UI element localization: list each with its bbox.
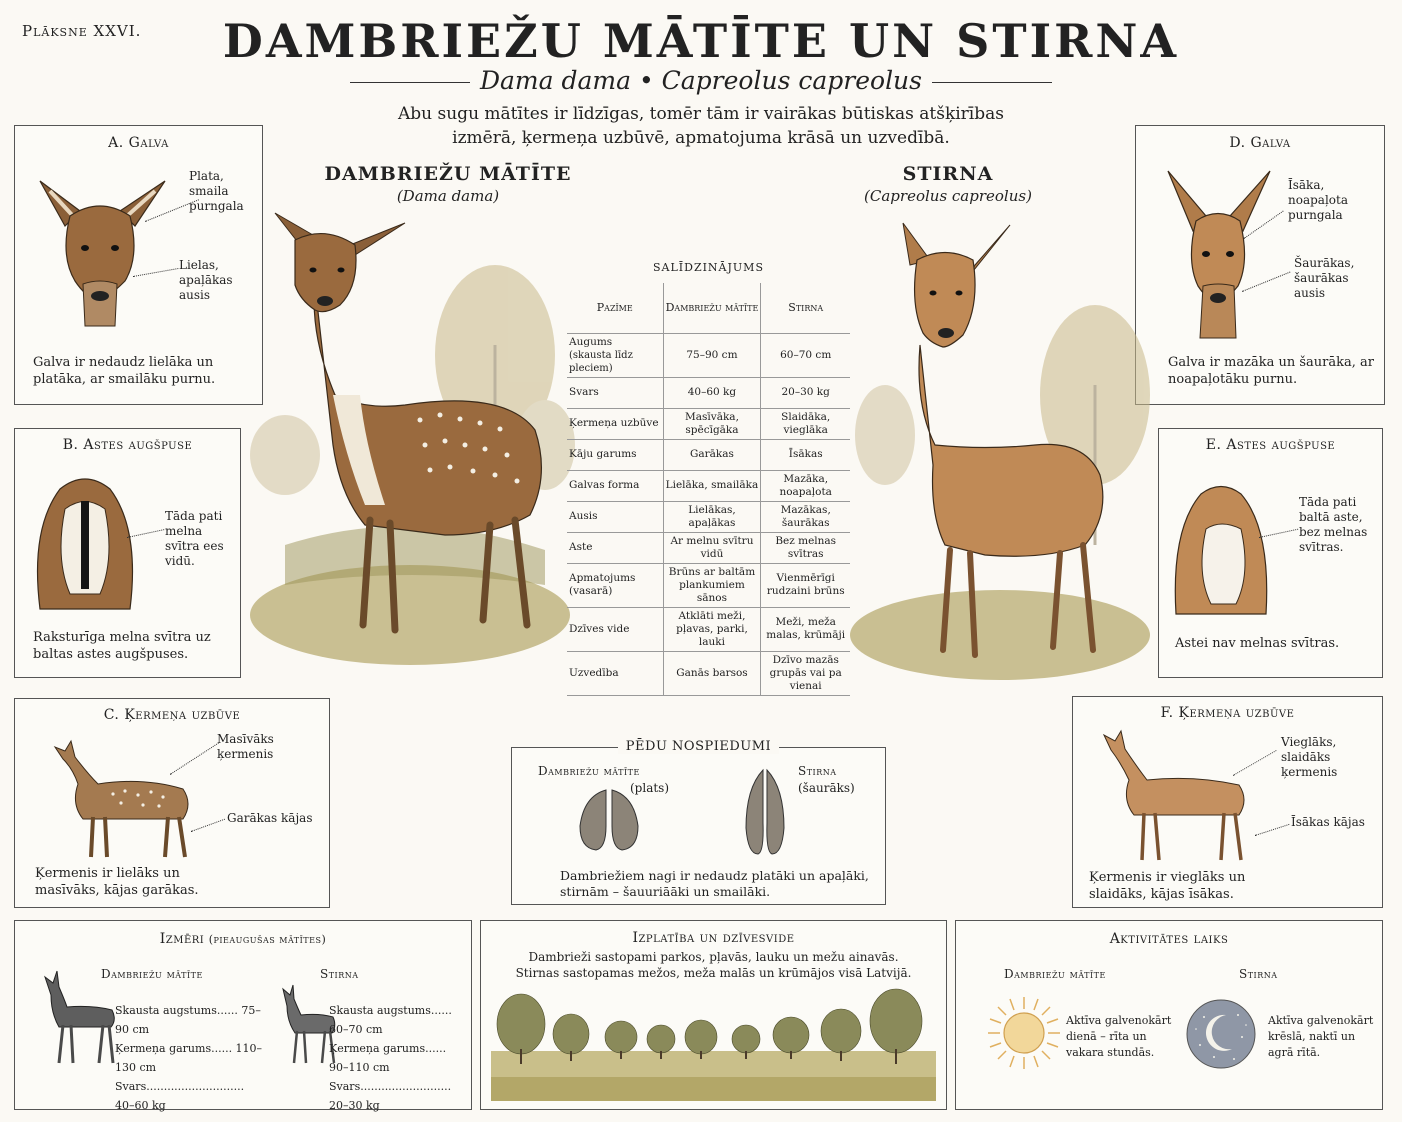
comparison-row (567, 607, 850, 651)
panel-f-desc: Ķermenis ir vieglāks un slaidāks, kājas īsākas. (1089, 870, 1246, 902)
intro-line-2: izmērā, ķermeņa uzbūvē, apmatojuma krāsā un uzvedībā. (452, 128, 950, 148)
habitat-desc (481, 949, 946, 981)
comparison-feature: Aste (569, 541, 593, 553)
panel-c-desc: Ķermenis ir lielāks un masīvāks, kājas garākas. (35, 866, 199, 898)
panel-f-title: F. Ķermeņa uzbūve (1160, 705, 1295, 721)
hoof-left-note: (plats) (630, 781, 670, 795)
comparison-roe-value: Dzīvo mazās grupās vai pa vienai (761, 651, 850, 695)
comparison-feature: Dzīves vide (569, 622, 630, 635)
comparison-feature-cell (567, 408, 663, 439)
panel-b-label-1: Tāda pati melna svītra ees vidū. (165, 509, 224, 568)
comparison-feature: Uzvedība (569, 666, 619, 679)
activity-left-line: dienā – rīta un (1066, 1030, 1147, 1043)
panel-d-head (1135, 125, 1385, 405)
habitat-line-1: Dambrieži sastopami parkos, pļavās, lauku un mežu ainavās. (528, 950, 899, 964)
subtitle-row (0, 66, 1402, 95)
comparison-fallow-value: Atklāti meži, pļavas, parki, lauki (663, 607, 761, 651)
hoof-prints-title-wrap (512, 738, 885, 754)
sizes-left-row: Ķermeņa garums...... 110–130 cm (115, 1042, 263, 1074)
panel-e-desc: Astei nav melnas svītras. (1175, 636, 1340, 651)
intro-line-1: Abu sugu mātītes ir līdzīgas, tomēr tām ir vairākas būtiskas atšķirības (398, 104, 1004, 124)
comparison-row (567, 563, 850, 607)
panel-b-tail (14, 428, 241, 678)
panel-b-desc: Raksturīga melna svītra uz baltas astes augšpuses. (33, 630, 211, 662)
panel-a-label-2: Lielas, apaļākas ausis (179, 258, 233, 302)
sizes-right-row: Ķermeņa garums...... 90–110 cm (329, 1042, 447, 1074)
panel-c-body (14, 698, 330, 908)
subtitle-rule-left (350, 82, 470, 83)
sizes-title-wrap (15, 931, 471, 947)
comparison-header-roe: Stirna (761, 283, 850, 333)
fallow-hoof-icon (574, 786, 644, 856)
comparison-roe-value: Vienmērīgi rudzaini brūns (761, 563, 850, 607)
comparison-roe-value: Mazākas, šaurākas (761, 501, 850, 532)
sizes-right-row: Skausta augstums...... 60–70 cm (329, 1004, 452, 1036)
roe-silhouette (277, 981, 337, 1066)
sizes-left-row: Svars............................ 40–60 kg (115, 1080, 245, 1112)
panel-e-label-1: Tāda pati baltā aste, bez melnas svītras. (1299, 495, 1368, 554)
panel-a-desc: Galva ir nedaudz lielāka un platāka, ar smailāku purnu. (33, 355, 216, 387)
comparison-fallow-value: Garākas (663, 439, 761, 470)
comparison-feature-cell (567, 563, 663, 607)
comparison-header-fallow: Dambriežu mātīte (663, 283, 761, 333)
hoof-prints-desc (560, 868, 880, 900)
comparison-roe-value: Īsākas (761, 439, 850, 470)
activity-right-line: Aktīva galvenokārt (1268, 1014, 1374, 1027)
comparison-feature-cell (567, 333, 663, 377)
roe-hoof-icon (742, 768, 788, 858)
roe-body-illustration (1089, 725, 1259, 865)
comparison-roe-value: Slaidāka, vieglāka (761, 408, 850, 439)
sizes-right-rows (329, 1001, 469, 1115)
sizes-left-row: Skausta augstums...... 75–90 cm (115, 1004, 261, 1036)
habitat-panel (480, 920, 947, 1110)
comparison-row (567, 532, 850, 563)
comparison-title: SALĪDZINĀJUMS (653, 261, 764, 274)
panel-c-label-1: Masīvāks ķermenis (217, 732, 274, 761)
panel-d-label-1: Īsāka, noapaļota purngala (1288, 178, 1348, 222)
left-species-latin: (Dama dama) (396, 187, 500, 205)
habitat-title: Izplatība un dzīvesvide (632, 930, 795, 946)
panel-a-title: A. Galva (108, 135, 169, 151)
hoof-desc-line-2: stirnām – šauuriāāki un smailāki. (560, 884, 771, 899)
comparison-feature: Ausis (569, 510, 598, 522)
subtitle-rule-right (932, 82, 1052, 83)
panel-f-label-2: Īsākas kājas (1291, 815, 1365, 829)
comparison-feature-cell (567, 439, 663, 470)
sizes-panel (14, 920, 472, 1110)
comparison-feature: Apmatojums (vasarā) (569, 572, 636, 597)
activity-title: Aktivitātes laiks (1109, 931, 1229, 947)
comparison-feature-cell (567, 470, 663, 501)
subtitle: Dama dama • Capreolus capreolus (479, 66, 922, 95)
roe-tail-illustration (1171, 474, 1271, 619)
activity-left-text (1066, 1013, 1171, 1061)
habitat-line-2: Stirnas sastopamas mežos, meža malās un krūmājos visā Latvijā. (515, 966, 912, 980)
panel-b-title: B. Astes augšpuse (62, 437, 193, 453)
activity-right-line: krēslā, naktī un (1268, 1030, 1356, 1043)
activity-left-line: Aktīva galvenokārt (1066, 1014, 1172, 1027)
panel-a-head (14, 125, 263, 405)
sizes-left-label: Dambriežu mātīte (101, 967, 203, 981)
fallow-head-illustration (35, 166, 165, 326)
hoof-right-note: (šaurāks) (798, 781, 855, 795)
comparison-row (567, 470, 850, 501)
panel-e-tail (1158, 428, 1383, 678)
comparison-roe-value: Bez melnas svītras (761, 532, 850, 563)
right-species-latin: (Capreolus capreolus) (864, 187, 1032, 205)
left-species-heading (300, 163, 596, 205)
left-species-name: DAMBRIEŽU MĀTĪTE (324, 163, 572, 185)
panel-f-body (1072, 696, 1383, 908)
comparison-row (567, 501, 850, 532)
panel-f-pointer-2 (1255, 824, 1290, 836)
activity-right-label: Stirna (1239, 967, 1278, 981)
activity-right-text (1268, 1013, 1373, 1061)
comparison-fallow-value: Lielākas, apaļākas (663, 501, 761, 532)
fallow-body-illustration (43, 729, 203, 859)
panel-d-label-2: Šaurākas, šaurākas ausis (1294, 256, 1355, 300)
roe-deer-illustration (845, 215, 1155, 685)
panel-a-label-1: Plata, smaila purngala (189, 169, 244, 213)
comparison-feature-cell (567, 501, 663, 532)
activity-panel (955, 920, 1383, 1110)
plate-number: Plāksne XXVI. (22, 22, 142, 40)
panel-e-title: E. Astes augšpuse (1205, 437, 1336, 453)
comparison-feature: Galvas forma (569, 479, 640, 491)
panel-c-label-2: Garākas kājas (227, 811, 313, 825)
comparison-header-feature: Pazīme (567, 283, 663, 333)
hoof-left-label: Dambriežu mātīte (538, 764, 640, 778)
comparison-feature-cell (567, 532, 663, 563)
comparison-fallow-value: Ar melnu svītru vidū (663, 532, 761, 563)
comparison-row (567, 651, 850, 695)
panel-d-title: D. Galva (1229, 135, 1291, 151)
comparison-roe-value: Meži, meža malas, krūmāji (761, 607, 850, 651)
hoof-prints-panel (511, 739, 886, 905)
sizes-right-label: Stirna (320, 967, 359, 981)
fallow-tail-illustration (30, 469, 140, 619)
activity-left-line: vakara stundās. (1066, 1046, 1155, 1059)
comparison-row (567, 377, 850, 408)
comparison-fallow-value: 75–90 cm (663, 333, 761, 377)
comparison-header-row (567, 283, 850, 333)
comparison-fallow-value: Masīvāka, spēcīgāka (663, 408, 761, 439)
comparison-fallow-value: Lielāka, smailāka (663, 470, 761, 501)
comparison-row (567, 408, 850, 439)
fallow-silhouette (37, 965, 117, 1065)
comparison-fallow-value: Brūns ar baltām plankumiem sānos (663, 563, 761, 607)
comparison-roe-value: 20–30 kg (761, 377, 850, 408)
right-species-name: STIRNA (902, 163, 994, 185)
intro-text (340, 102, 1062, 150)
sizes-left-rows (115, 1001, 265, 1115)
activity-left-label: Dambriežu mātīte (1004, 967, 1106, 981)
sizes-title-note: (pieaugušas mātītes) (208, 933, 327, 946)
comparison-roe-value: Mazāka, noapaļota (761, 470, 850, 501)
panel-f-label-1: Vieglāks, slaidāks ķermenis (1281, 735, 1338, 779)
comparison-feature: Augums (569, 335, 613, 348)
activity-right-line: agrā rītā. (1268, 1046, 1321, 1059)
comparison-feature-cell (567, 651, 663, 695)
hoof-right-label: Stirna (798, 764, 837, 778)
roe-head-illustration (1158, 166, 1278, 341)
panel-d-desc: Galva ir mazāka un šaurāka, ar noapaļotāku purnu. (1168, 355, 1374, 387)
panel-c-title: C. Ķermeņa uzbūve (103, 707, 241, 723)
comparison-roe-value: 60–70 cm (761, 333, 850, 377)
fallow-deer-illustration (245, 205, 575, 675)
comparison-feature: Kāju garums (569, 448, 637, 460)
comparison-table (567, 283, 850, 696)
landscape-illustration (491, 989, 936, 1101)
sun-icon (986, 995, 1062, 1071)
comparison-fallow-value: 40–60 kg (663, 377, 761, 408)
comparison-feature-note: (skausta līdz pleciem) (569, 349, 633, 374)
comparison-fallow-value: Ganās barsos (663, 651, 761, 695)
sizes-title: Izmēri (159, 931, 205, 947)
comparison-feature: Ķermeņa uzbūve (569, 417, 659, 429)
page-title: DAMBRIEŽU MĀTĪTE UN STIRNA (222, 14, 1180, 68)
sizes-right-row: Svars.......................... 20–30 kg (329, 1080, 452, 1112)
comparison-feature-cell (567, 377, 663, 408)
comparison-feature: Svars (569, 386, 599, 398)
comparison-feature-cell (567, 607, 663, 651)
hoof-prints-title: PĒDU NOSPIEDUMI (618, 739, 779, 754)
moon-icon (1184, 997, 1258, 1071)
comparison-row (567, 439, 850, 470)
comparison-row (567, 333, 850, 377)
right-species-heading (800, 163, 1096, 205)
hoof-desc-line-1: Dambriežiem nagi ir nedaudz platāki un apaļāki, (560, 868, 869, 883)
